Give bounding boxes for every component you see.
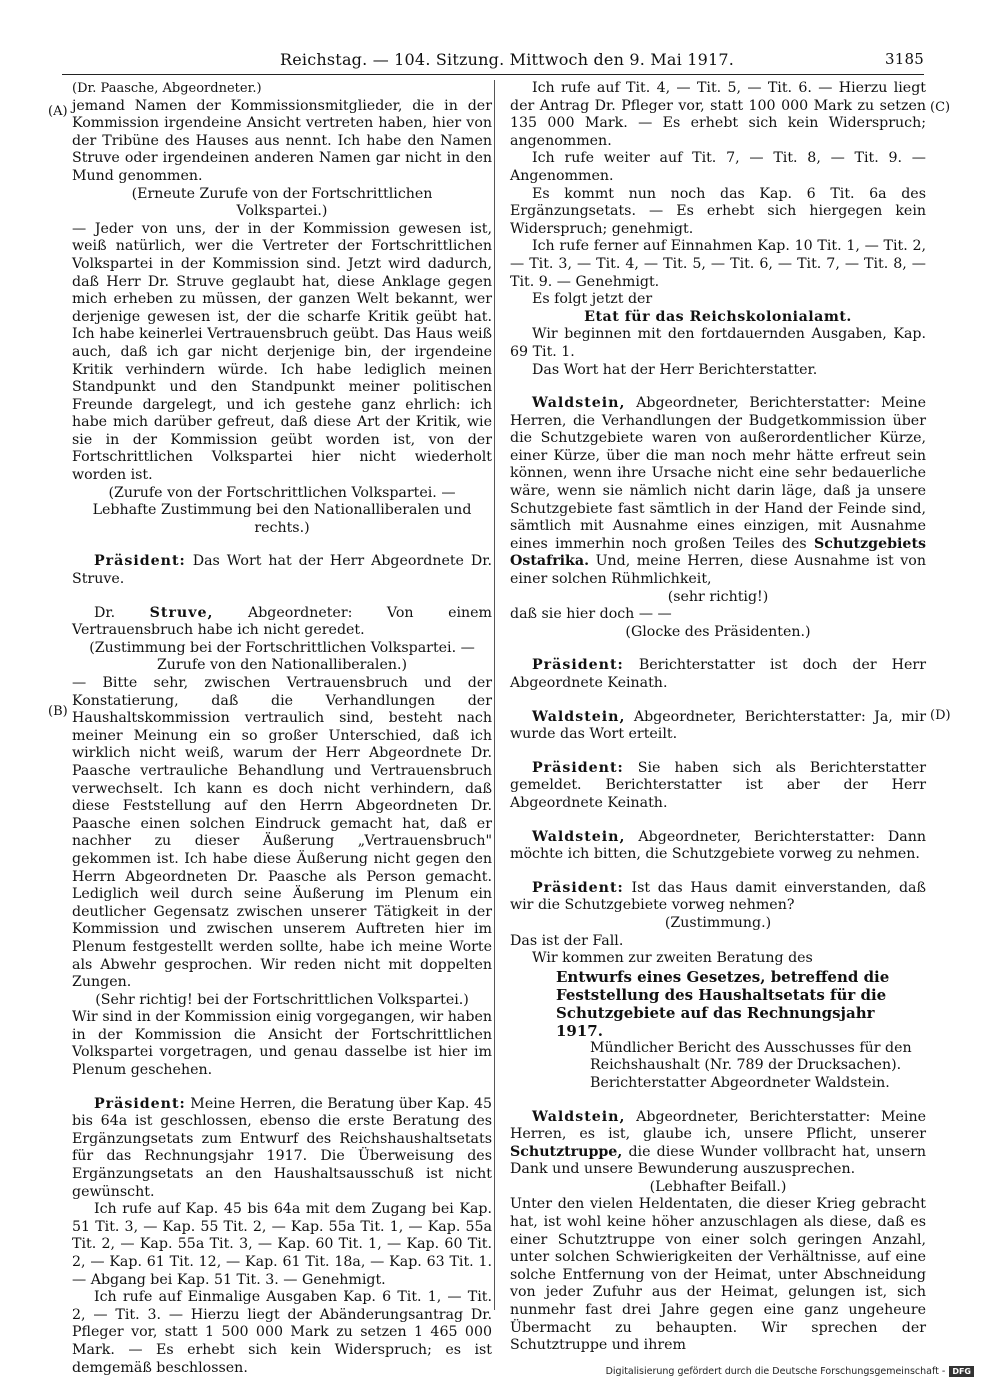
paragraph: — Jeder von uns, der in der Kommission gewesen ist, weiß natürlich, wer die Vertreter der Fortschrittlichen Volkspartei in der Kommission sind. Jetzt wird dadurch, daß Herr Dr. Struve geglaubt hat, diese Anklage gegen mich erheben zu müssen, der ganzen Welt bekannt, wer derjenige gewesen ist, der die scharfe Kritik geübt hat. Ich habe keinerlei Vertrauensbruch geübt. Das Haus weiß auch, daß ich gar nicht derjenige bin, der irgendeine Kritik verhindern würde. Ich habe lediglich meinen Standpunkt und den Standpunkt meiner politischen Freunde dargelegt, und ich gestehe ganz ehrlich: ich habe mich darüber gefreut, daß diese Art der Kritik, wie sie in der Kommission geübt worden ist, von der Fortschrittlichen Volkspartei hier nicht wiederholt worden ist. [72, 220, 492, 484]
speaker-name: Präsident: [94, 553, 186, 570]
footer-text: Digitalisierung gefördert durch die Deutsche Forschungsgemeinschaft - [605, 1366, 946, 1377]
speech-waldstein [510, 709, 926, 744]
emphasis: Schutzgebiets Ostafrika. [510, 535, 926, 570]
speech-text: Abgeordneter, Berichterstatter: Ja, mir wurde das Wort erteilt. [510, 708, 926, 743]
speaker-name: Präsident: [532, 879, 624, 896]
interjection: (Erneute Zurufe von der Fortschrittlichen Volkspartei.) [131, 185, 433, 220]
paragraph: — Bitte sehr, zwischen Vertrauensbruch und der Konstatierung, daß die Verhandlungen der Haushaltskommission vertraulich sind, besteht nach meiner Meinung ein so großer Unterschied, daß ich wirklich nicht weiß, warum der Herr Abgeordnete Dr. Paasche vertrauliche Behandlung und Vertrauensbruch verwechselt. Ich kann es doch nicht verhindern, daß diese Feststellung auf den Herrn Abgeordneten Dr. Paasche einen solchen Eindruck gemacht hat, daß er nachher zu dieser Äußerung „Vertrauensbruch" gekommen ist. Ich habe diese Äußerung nicht gegen den Herrn Abgeordneten Dr. Paasche als Person gemacht. Lediglich weil durch seine Äußerung im Plenum ein deutlicher Gegensatz zwischen unserer Tätigkeit in der Kommission und zwischen unserem Auftreten hier im Plenum festgestellt werden sollte, habe ich meine Worte als Abwehr gesprochen. Wir reden nicht mit doppelten Zungen. [72, 675, 492, 991]
dfg-logo-icon: DFG [949, 1366, 974, 1377]
paragraph: daß sie hier doch — — [510, 606, 672, 623]
paragraph: Es kommt nun noch das Kap. 6 Tit. 6a des Ergänzungsetats. — Es erhebt sich hiergegen kein Widerspruch; genehmigt. [510, 185, 926, 237]
speaker-name: Waldstein, [532, 708, 626, 725]
speech-text: Und, meine Herren, diese Ausnahme ist von einer solchen Rühmlichkeit, [510, 553, 926, 588]
speech-text: Das Wort hat der Herr Abgeordnete Dr. Struve. [72, 553, 492, 588]
paragraph: Unter den vielen Heldentaten, die dieser Krieg gebracht hat, ist wohl keine höher anzuschlagen als diese, daß es einer Schutztruppe von einer solch geringen Anzahl, unter solchen Schwierigkeiten der Verhältnisse, auf eine solche Entfernung von der Heimat, unter Abschneidung von jeder Zufuhr aus der Heimat, gelungen ist, sich nunmehr fast drei Jahre gegen eine ganz ungeheure Übermacht zu behaupten. Wir sprechen der Schutztruppe und ihrem [510, 1196, 926, 1354]
speaker-name: Präsident: [532, 657, 624, 674]
speech-text: Meine Herren, die Beratung über Kap. 45 bis 64a ist geschlossen, ebenso die erste Beratung des Ergänzungsetats zum Entwurf des Reichshaushaltsetats für das Rechnungsjahr 1917. Die Überweisung des Ergänzungsetats an den Haushaltsausschuß ist nicht gewünscht. [72, 1095, 493, 1200]
speech-waldstein [510, 1109, 926, 1179]
margin-mark-a: (A) [48, 104, 68, 119]
paragraph: Wir sind in der Kommission einig vorgegangen, wir haben in der Kommission die Ansicht der Fortschrittlichen Volkspartei vorgetragen, und genau dasselbe ist hier im Plenum geschehen. [72, 1009, 492, 1079]
speaker-name: Waldstein, [532, 1108, 626, 1125]
speech-praesident [510, 760, 926, 813]
speech-praesident [72, 1096, 492, 1202]
paragraph: Das Wort hat der Herr Berichterstatter. [532, 361, 818, 378]
digitization-footer [606, 1366, 974, 1377]
emphasis: Schutztruppe, [510, 1143, 623, 1160]
report-note: Mündlicher Bericht des Ausschusses für den Reichshaushalt (Nr. 789 der Drucksachen). [590, 1039, 912, 1074]
speech-text: Abgeordneter: Von einem Vertrauensbruch habe ich nicht geredet. [72, 604, 492, 639]
section-heading: Etat für das Reichskolonialamt. [584, 308, 852, 325]
speech-waldstein [510, 829, 926, 864]
header-title: Reichstag. — 104. Sitzung. Mittwoch den 9. Mai 1917. [280, 50, 735, 69]
speech-text: Berichterstatter ist doch der Herr Abgeordnete Keinath. [510, 657, 926, 691]
speech-struve [72, 605, 492, 640]
right-column [510, 80, 927, 1354]
speech-praesident [510, 657, 926, 692]
paragraph: Ich rufe ferner auf Einnahmen Kap. 10 Tit. 1, — Tit. 2, — Tit. 3, — Tit. 4, — Tit. 5, — Tit. 6, — Tit. 7, — Tit. 8, — Tit. 9. — Genehmigt. [510, 238, 926, 290]
left-column [72, 80, 493, 1376]
paragraph: Wir kommen zur zweiten Beratung des [532, 950, 813, 967]
interjection: (Zurufe von der Fortschrittlichen Volkspartei. — Lebhafte Zustimmung bei den Nationalliberalen und rechts.) [92, 484, 472, 536]
speech-waldstein [510, 395, 926, 589]
speaker-continuation: (Dr. Paasche, Abgeordneter.) [72, 81, 262, 96]
speech-praesident [72, 553, 492, 588]
interjection: (Glocke des Präsidenten.) [625, 623, 811, 640]
paragraph: Ich rufe auf Kap. 45 bis 64a mit dem Zugang bei Kap. 51 Tit. 3, — Kap. 55 Tit. 2, — Kap. 55a Tit. 1, — Kap. 55a Tit. 2, — Kap. 55a Tit. 3, — Kap. 60 Tit. 1, — Kap. 60 Tit. 2, — Kap. 61 Tit. 12, — Kap. 61 Tit. 18a, — Kap. 63 Tit. 1. — Abgang bei Kap. 51 Tit. 3. — Genehmigt. [72, 1201, 492, 1288]
margin-mark-b: (B) [48, 704, 68, 719]
speech-text: Abgeordneter, Berichterstatter: Meine Herren, die Verhandlungen der Budgetkommission über die Schutzgebiete waren von außerordentlicher Kürze, einer Kürze, über die man noch mehr hätte erfreut sein können, wenn ihre Ursache nicht eine sehr bedauerliche wäre, wenn sie nämlich nicht darin läge, daß ja unsere Schutzgebiete fast sämtlich in der Hand der Feinde sind, sämtlich mit Ausnahme eines einzigen, mit Ausnahme eines immerhin noch großen Teiles des [510, 395, 926, 552]
interjection: (Lebhafter Beifall.) [649, 1178, 787, 1195]
paragraph: jemand Namen der Kommissionsmitglieder, die in der Kommission irgendeine Ansicht vertreten haben, hier von der Tribüne des Hauses aus nennt. Ich habe den Namen Struve oder irgendeinen anderen Namen gar nicht in den Mund genommen. [72, 97, 492, 184]
paragraph: Das ist der Fall. [510, 932, 624, 949]
speech-text: Abgeordneter, Berichterstatter: Dann möchte ich bitten, die Schutzgebiete vorweg zu nehmen. [510, 828, 926, 863]
speech-text: die diese Wunder vollbracht hat, unsern Dank und unsere Bewunderung auszusprechen. [510, 1143, 927, 1178]
paragraph: Ich rufe auf Tit. 4, — Tit. 5, — Tit. 6. — Hierzu liegt der Antrag Dr. Pfleger vor, statt 100 000 Mark zu setzen 135 000 Mark. — Es erhebt sich kein Widerspruch; angenommen. [510, 80, 926, 149]
paragraph: Es folgt jetzt der [532, 291, 653, 308]
interjection: (Zustimmung bei der Fortschrittlichen Volkspartei. — Zurufe von den Nationalliberalen.) [89, 639, 475, 674]
column-divider [494, 80, 495, 1310]
margin-mark-d: (D) [930, 708, 951, 723]
speech-text: Sie haben sich als Berichterstatter gemeldet. Berichterstatter ist aber der Herr Abgeordnete Keinath. [510, 759, 926, 811]
speaker-name: Waldstein, [532, 395, 626, 412]
paragraph: Ich rufe auf Einmalige Ausgaben Kap. 6 Tit. 1, — Tit. 2, — Tit. 3. — Hierzu liegt der Abänderungsantrag Dr. Pfleger vor, statt 1 500 000 Mark zu setzen 1 465 000 Mark. — Es erhebt sich kein Widerspruch; es ist demgemäß beschlossen. [72, 1289, 492, 1376]
paragraph: Wir beginnen mit den fortdauernden Ausgaben, Kap. 69 Tit. 1. [510, 326, 926, 360]
rapporteur-note: Berichterstatter Abgeordneter Waldstein. [590, 1074, 890, 1091]
speech-text: Ist das Haus damit einverstanden, daß wir die Schutzgebiete vorweg nehmen? [510, 879, 926, 914]
page-header [62, 48, 924, 75]
interjection: (sehr richtig!) [667, 588, 769, 605]
interjection: (Sehr richtig! bei der Fortschrittlichen Volkspartei.) [95, 991, 469, 1008]
page-number: 3185 [885, 50, 924, 68]
speaker-name: Struve, [149, 604, 214, 621]
interjection: (Zustimmung.) [664, 914, 772, 931]
paragraph: Ich rufe weiter auf Tit. 7, — Tit. 8, — Tit. 9. — Angenommen. [510, 150, 926, 184]
speaker-name: Präsident: [532, 759, 624, 776]
bill-title: Entwurfs eines Gesetzes, betreffend die Feststellung des Haushaltsetats für die Schutzgebiete auf das Rechnungsjahr 1917. [556, 967, 890, 1040]
speaker-name: Präsident: [94, 1095, 186, 1112]
speaker-name: Waldstein, [532, 828, 626, 845]
speaker-prefix: Dr. [94, 604, 116, 621]
speech-text: Abgeordneter, Berichterstatter: Meine Herren, es ist, glaube ich, unsere Pflicht, unserer [510, 1108, 926, 1143]
speech-praesident [510, 880, 926, 915]
margin-mark-c: (C) [930, 100, 951, 115]
